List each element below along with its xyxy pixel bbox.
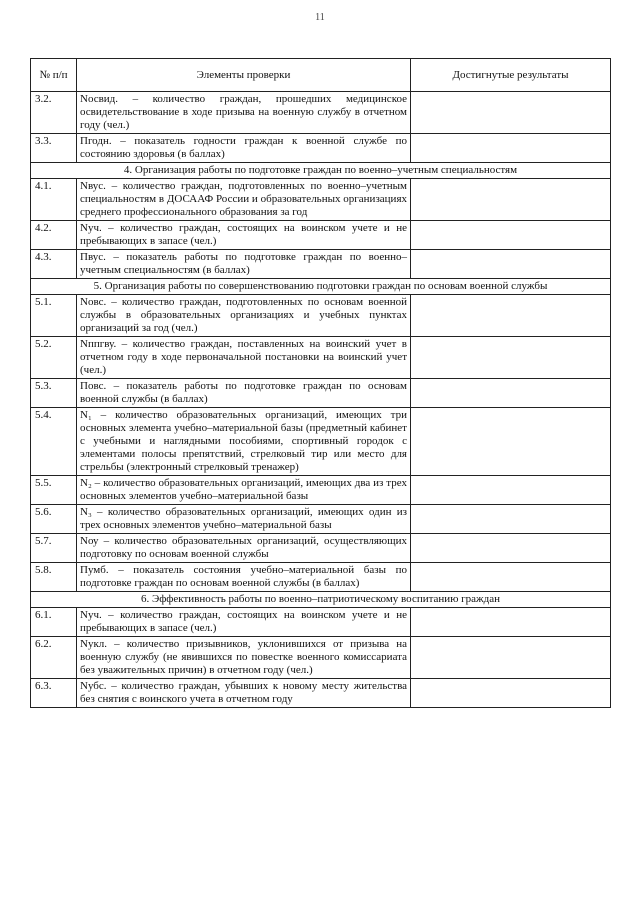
table-row — [31, 476, 611, 505]
section-row — [31, 592, 611, 608]
item-number: 4.2. — [31, 221, 77, 250]
table-row — [31, 250, 611, 279]
item-description: N₃ – количество образовательных организаций, имеющих один из трех основных элементов учебно–материальной базы — [77, 505, 411, 534]
header-results: Достигнутые результаты — [411, 59, 611, 92]
section-row — [31, 279, 611, 295]
item-number: 4.1. — [31, 179, 77, 221]
result-cell — [411, 476, 611, 505]
item-number: 6.3. — [31, 679, 77, 708]
table-row — [31, 295, 611, 337]
item-number: 6.2. — [31, 637, 77, 679]
item-description: N₂ – количество образовательных организаций, имеющих два из трех основных элементов учебно–материальной базы — [77, 476, 411, 505]
result-cell — [411, 379, 611, 408]
item-description: Nосвид. – количество граждан, прошедших медицинское освидетельствование в ходе призыва на военную службу в отчетном году (чел.) — [77, 92, 411, 134]
page-number: 11 — [315, 12, 325, 23]
item-description: Nуч. – количество граждан, состоящих на воинском учете и не пребывающих в запасе (чел.) — [77, 608, 411, 637]
result-cell — [411, 337, 611, 379]
table-row — [31, 505, 611, 534]
item-description: N₁ – количество образовательных организаций, имеющих три основных элемента учебно–материальной базы (предметный кабинет с учебными и наглядными пособиями, спортивный городок с элементами полосы препятствий, стрелковый тир или место для стрельбы (электронный стрелковый тренажер) — [77, 408, 411, 476]
table-row — [31, 379, 611, 408]
table-row — [31, 608, 611, 637]
result-cell — [411, 134, 611, 163]
inspection-table — [30, 58, 611, 708]
table-row — [31, 221, 611, 250]
table-row — [31, 534, 611, 563]
section-title: 6. Эффективность работы по военно–патриотическому воспитанию граждан — [31, 592, 611, 608]
item-number: 5.5. — [31, 476, 77, 505]
table-row — [31, 679, 611, 708]
table-row — [31, 408, 611, 476]
item-number: 5.3. — [31, 379, 77, 408]
result-cell — [411, 250, 611, 279]
item-description: Nовс. – количество граждан, подготовленных по основам военной службы в образовательных организациях и учебных пунктах организаций за год (чел.) — [77, 295, 411, 337]
item-description: Nукл. – количество призывников, уклонившихся от призыва на военную службу (не явившихся по повестке военного комиссариата без уважительных причин) в отчетном году (чел.) — [77, 637, 411, 679]
item-number: 4.3. — [31, 250, 77, 279]
table-row — [31, 637, 611, 679]
header-elements: Элементы проверки — [77, 59, 411, 92]
item-description: Nппгву. – количество граждан, поставленных на воинский учет в отчетном году в ходе первоначальной постановки на воинский учет (чел.) — [77, 337, 411, 379]
result-cell — [411, 679, 611, 708]
item-description: Nубс. – количество граждан, убывших к новому месту жительства без снятия с воинского учета в отчетном году — [77, 679, 411, 708]
result-cell — [411, 534, 611, 563]
section-title: 4. Организация работы по подготовке граждан по военно–учетным специальностям — [31, 163, 611, 179]
result-cell — [411, 608, 611, 637]
item-description: Пвус. – показатель работы по подготовке граждан по военно–учетным специальностям (в баллах) — [77, 250, 411, 279]
item-description: Nоу – количество образовательных организаций, осуществляющих подготовку по основам военной службы — [77, 534, 411, 563]
result-cell — [411, 408, 611, 476]
table-row — [31, 134, 611, 163]
section-title: 5. Организация работы по совершенствованию подготовки граждан по основам военной службы — [31, 279, 611, 295]
item-number: 3.3. — [31, 134, 77, 163]
result-cell — [411, 295, 611, 337]
item-number: 3.2. — [31, 92, 77, 134]
result-cell — [411, 221, 611, 250]
item-number: 5.6. — [31, 505, 77, 534]
result-cell — [411, 563, 611, 592]
item-description: Nвус. – количество граждан, подготовленных по военно–учетным специальностям в ДОСААФ России и образовательных организациях среднего профессионального образования за год — [77, 179, 411, 221]
result-cell — [411, 637, 611, 679]
item-number: 5.1. — [31, 295, 77, 337]
item-number: 5.7. — [31, 534, 77, 563]
item-number: 6.1. — [31, 608, 77, 637]
result-cell — [411, 505, 611, 534]
header-num: № п/п — [31, 59, 77, 92]
section-row — [31, 163, 611, 179]
item-number: 5.4. — [31, 408, 77, 476]
table-body — [31, 92, 611, 708]
item-description: Nуч. – количество граждан, состоящих на воинском учете и не пребывающих в запасе (чел.) — [77, 221, 411, 250]
table-row — [31, 337, 611, 379]
table-row — [31, 179, 611, 221]
result-cell — [411, 179, 611, 221]
table-row — [31, 563, 611, 592]
table-header-row — [31, 59, 611, 92]
item-number: 5.2. — [31, 337, 77, 379]
item-number: 5.8. — [31, 563, 77, 592]
item-description: Повс. – показатель работы по подготовке граждан по основам военной службы (в баллах) — [77, 379, 411, 408]
item-description: Пгодн. – показатель годности граждан к военной службе по состоянию здоровья (в баллах) — [77, 134, 411, 163]
item-description: Пумб. – показатель состояния учебно–материальной базы по подготовке граждан по основам военной службы (в баллах) — [77, 563, 411, 592]
table-row — [31, 92, 611, 134]
result-cell — [411, 92, 611, 134]
